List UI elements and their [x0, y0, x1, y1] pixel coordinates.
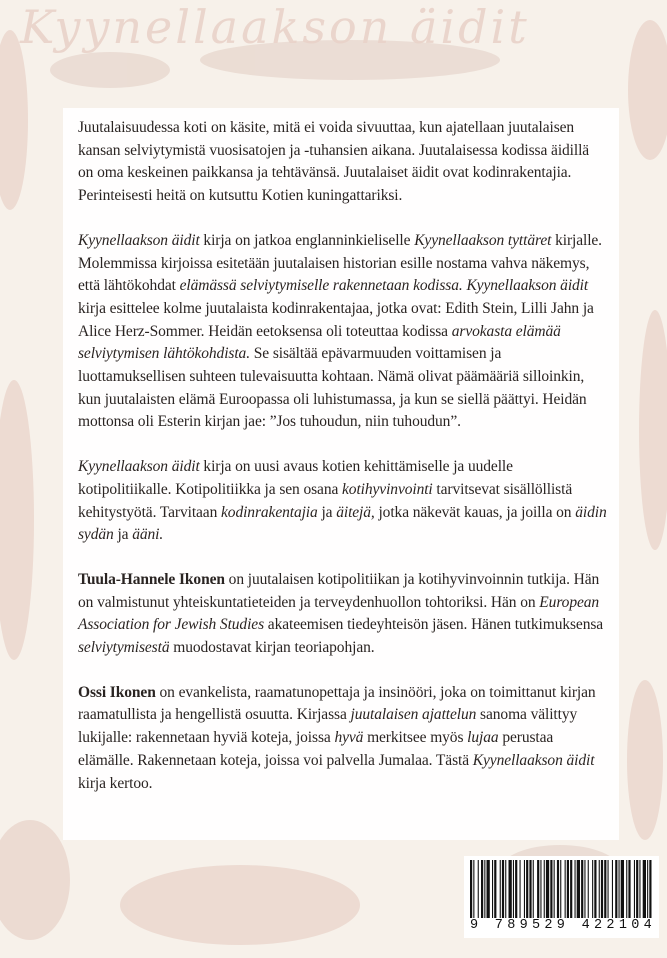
barcode-bar [505, 860, 506, 918]
barcode-bar [515, 860, 517, 918]
italic-text: Kyynellaakson äidit [78, 458, 200, 476]
barcode-bar [588, 860, 589, 918]
paragraph-book-description [78, 230, 608, 434]
paragraph-author-ossi [78, 682, 608, 796]
barcode-bar [643, 860, 646, 918]
italic-text: äidin sydän [78, 503, 607, 544]
isbn-number: 9 789529 422104 [470, 918, 657, 933]
text-run: kirja on uusi avaus kotien kehittämiselle ja uudelle kotipolitiikalle. Kotipolitiikka ja sen osana [78, 458, 513, 498]
italic-text: hyvä [334, 729, 364, 747]
text-run: ja [113, 526, 133, 544]
barcode-bar [615, 860, 617, 918]
text-run: on juutalaisen kotipolitiikan ja kotihyvinvoinnin tutkija. Hän on valmistunut yhteiskuntatieteiden ja terveydenhuollon tohtoriksi. Hän on [78, 570, 600, 611]
barcode-bar [592, 860, 593, 918]
barcode-bar [520, 860, 521, 918]
text-run: merkitsee myös [363, 729, 468, 747]
barcode-bar [481, 860, 483, 918]
barcode-bar [557, 860, 559, 918]
barcode-bar [513, 860, 514, 918]
text-run: perustaa elämälle. Rakennetaan koteja, joissa voi palvella Jumalaa. Tästä [78, 729, 554, 769]
barcode-bar [537, 860, 539, 918]
text-run: Juutalaisuudessa koti on käsite, mitä ei voida sivuuttaa, kun ajatellaan juutalaisen kansan selviytymistä vuosisatojen ja -tuhansien aikana. Juutalaisessa kodissa äidillä on oma keskeinen paikkansa ja tehtävänsä. Juutalaiset äidit ovat kodinrakentajia. Perinteisesti heitä on kutsuttu Kotien kuningattariksi. [78, 119, 590, 205]
barcode-bar [577, 860, 580, 918]
barcode-bar [619, 860, 620, 918]
text-run: ja [317, 503, 337, 521]
author-name: Ossi Ikonen [78, 683, 156, 701]
barcode-bar [584, 860, 585, 918]
barcode-bar [594, 860, 596, 918]
barcode-bar [546, 860, 549, 918]
barcode-bar [470, 860, 472, 918]
barcode-bar [612, 860, 613, 918]
paragraph-author-tuula [78, 569, 608, 660]
italic-text: juutalaisen ajattelun [350, 706, 477, 724]
barcode-bars [470, 860, 653, 918]
barcode-bar [509, 860, 512, 918]
text-run: tarvitsevat sisällöllistä kehitystyötä. Tarvitaan [78, 480, 573, 521]
barcode-bar [526, 860, 528, 918]
barcode-bar [626, 860, 627, 918]
barcode-bar [608, 860, 609, 918]
italic-text: Kyynellaakson äidit [78, 231, 200, 249]
text-run: on evankelista, raamatunopettaja ja insinööri, joka on toimittanut kirjan raamatullista ja hengellistä osuutta. Kirjassa [78, 683, 596, 724]
text-run: muodostavat kirjan teoriapohjan. [169, 639, 375, 657]
barcode-bar [484, 860, 485, 918]
barcode-bar [473, 860, 474, 918]
text-run: Se sisältää epävarmuuden voittamisen ja luottamuksellisen suhteen tulevaisuutta kohtaan. Nämä olivat päämääriä silloinkin, kun juutalaisten elämä Euroopassa oli luhistumassa, ja kun se siellä päättyi. Heidän mottonsa oli Esterin kirjan jae: ”Jos tuhoudun, niin tuhoudun”. [78, 345, 587, 431]
barcode-bar [604, 860, 606, 918]
barcode-bar [581, 860, 583, 918]
barcode-bar [524, 860, 525, 918]
barcode-bar [628, 860, 630, 918]
isbn-barcode [464, 856, 659, 938]
italic-text: Kyynellaakson äidit [466, 277, 589, 295]
italic-text: äitejä, [336, 503, 375, 521]
text-run: akateemisen tiedeyhteisön jäsen. Hänen tutkimuksensa [264, 616, 604, 634]
text-run: kirja esittelee kolme juutalaista kodinrakentajaa, jotka ovat: Edith Stein, Lilli Jahn ja Alice Herz-Sommer. Heidän eetoksensa oli toteuttaa kodissa [78, 299, 594, 340]
italic-text: European Association for Jewish Studies [78, 593, 600, 634]
barcode-bar [554, 860, 555, 918]
text-run: kirja kertoo. [78, 774, 153, 792]
barcode-bar [649, 860, 651, 918]
barcode-bar [550, 860, 552, 918]
text-run: kirjalle. Molemmissa kirjoissa esitetään juutalaisen historian esille nostama vahva näkemys, että lähtökohdat [78, 231, 602, 295]
barcode-bar [540, 860, 541, 918]
paragraph-intro [78, 117, 608, 208]
barcode-bar [639, 860, 640, 918]
barcode-bar [621, 860, 624, 918]
barcode-bar [567, 860, 569, 918]
italic-text: Kyynellaakson äidit [472, 751, 595, 769]
barcode-bar [570, 860, 572, 918]
barcode-bar [601, 860, 603, 918]
italic-text: elämässä selviytymiselle rakennetaan kodissa. [179, 277, 463, 295]
barcode-bar [494, 860, 496, 918]
barcode-bar [575, 860, 576, 918]
barcode-bar [500, 860, 501, 918]
barcode-bar [487, 860, 490, 918]
italic-text: kodinrakentajia [221, 503, 318, 521]
barcode-bar [502, 860, 504, 918]
barcode-bar [478, 860, 479, 918]
author-name: Tuula-Hannele Ikonen [78, 570, 225, 588]
barcode-bar [492, 860, 493, 918]
italic-text: selviytymisestä [78, 639, 170, 657]
barcode-bar [647, 860, 648, 918]
barcode-bar [599, 860, 600, 918]
paragraph-home-politics [78, 456, 608, 547]
italic-text: ääni. [132, 526, 164, 544]
barcode-bar [529, 860, 531, 918]
barcode-bar [544, 860, 545, 918]
italic-text: lujaa [467, 729, 499, 747]
barcode-bar [634, 860, 635, 918]
italic-text: kotihyvinvointi [342, 480, 433, 498]
cover-title: Kyynellaakson äidit [20, 0, 530, 54]
italic-text: Kyynellaakson tyttäret [414, 231, 552, 249]
barcode-bar [533, 860, 534, 918]
text-run: kirja on jatkoa englanninkieliselle [199, 231, 415, 249]
text-run: jotka näkevät kauas, ja joilla on [374, 503, 576, 521]
barcode-bar [565, 860, 566, 918]
text-run: sanoma välittyy lukijalle: rakennetaan hyviä koteja, joissa [78, 706, 578, 747]
back-cover-text [78, 117, 608, 817]
barcode-bar [560, 860, 561, 918]
barcode-bar [636, 860, 638, 918]
italic-text: arvokasta elämää selviytymisen lähtökohdista. [78, 322, 561, 363]
